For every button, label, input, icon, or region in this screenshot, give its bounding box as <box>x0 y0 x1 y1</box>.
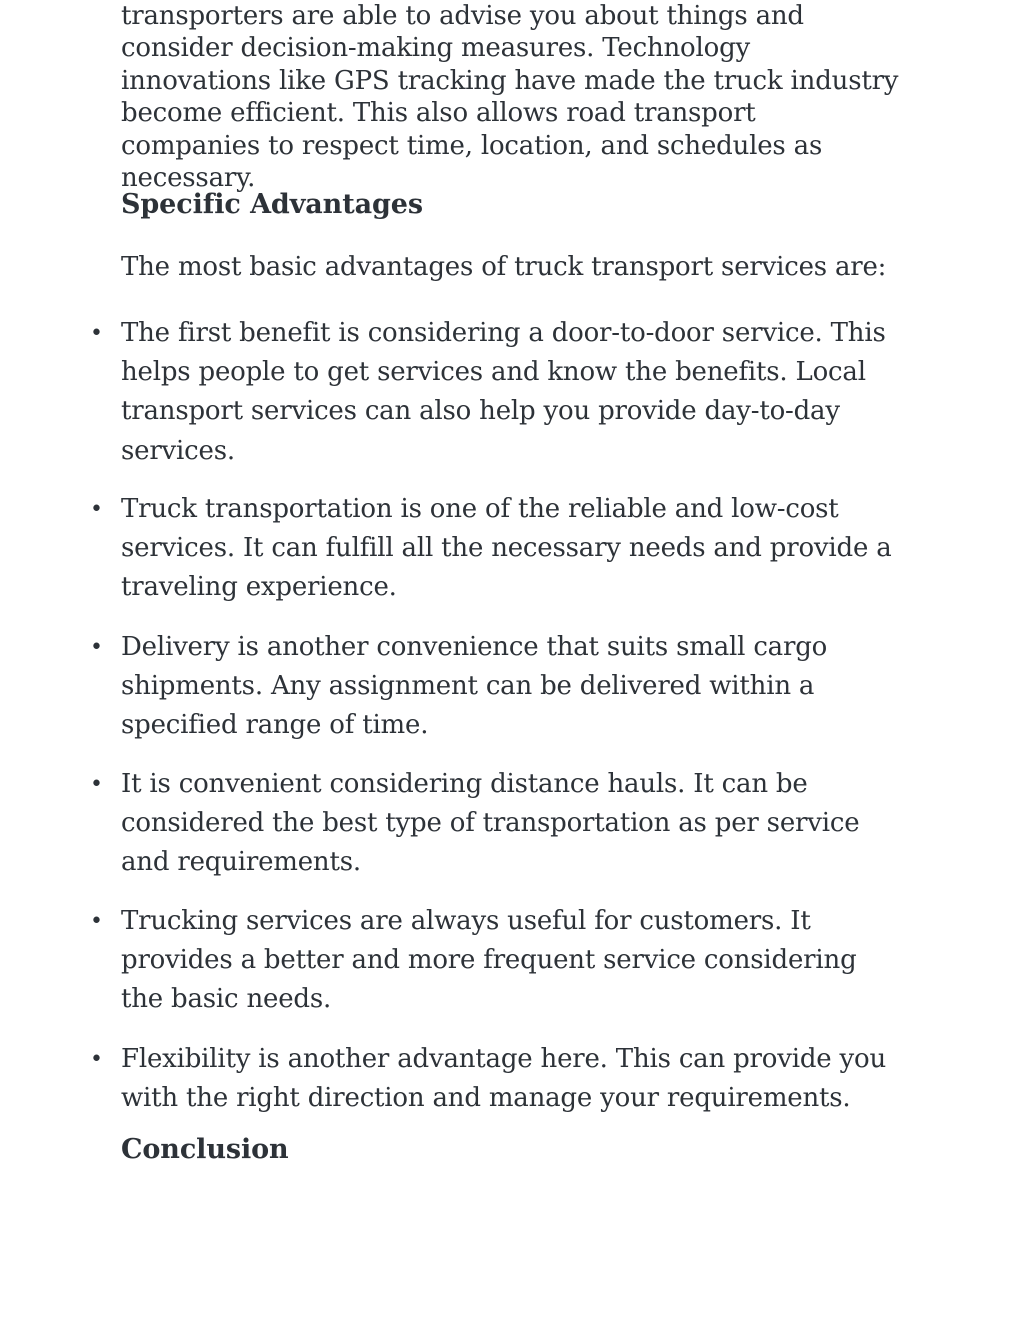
list-item <box>90 765 896 883</box>
bullet-icon: • <box>90 1047 103 1072</box>
list-item-text: Flexibility is another advantage here. This can provide you with the right direction and manage your requirements. <box>121 1044 887 1114</box>
list-item-text: Delivery is another convenience that suits small cargo shipments. Any assignment can be delivered within a specified range of time. <box>121 632 828 741</box>
list-item-text: It is convenient considering distance hauls. It can be considered the best type of transportation as per service and requirements. <box>121 769 860 878</box>
list-item-text: Trucking services are always useful for customers. It provides a better and more frequent service considering the basic needs. <box>121 906 857 1015</box>
section-heading-conclusion: Conclusion <box>121 1134 289 1165</box>
list-item <box>90 314 896 471</box>
bullet-icon: • <box>90 321 103 346</box>
bullet-icon: • <box>90 497 103 522</box>
list-item-text: The first benefit is considering a door-to-door service. This helps people to get services and know the benefits. Local transport services can also help you provide day-to-day services. <box>121 318 886 466</box>
bullet-icon: • <box>90 909 103 934</box>
lead-sentence: The most basic advantages of truck transport services are: <box>121 252 887 282</box>
list-item <box>90 628 896 746</box>
list-item <box>90 902 896 1020</box>
bullet-icon: • <box>90 635 103 660</box>
bullet-icon: • <box>90 772 103 797</box>
section-heading-specific-advantages: Specific Advantages <box>121 189 423 220</box>
intro-paragraph: transporters are able to advise you about things and consider decision-making measures. Technology innovations like GPS tracking have made the truck industry become efficient. This also allows road transport companies to respect time, location, and schedules as necessary. <box>121 1 899 194</box>
list-item-text: Truck transportation is one of the reliable and low-cost services. It can fulfill all the necessary needs and provide a traveling experience. <box>121 494 892 603</box>
list-item <box>90 490 896 608</box>
list-item <box>90 1040 896 1118</box>
